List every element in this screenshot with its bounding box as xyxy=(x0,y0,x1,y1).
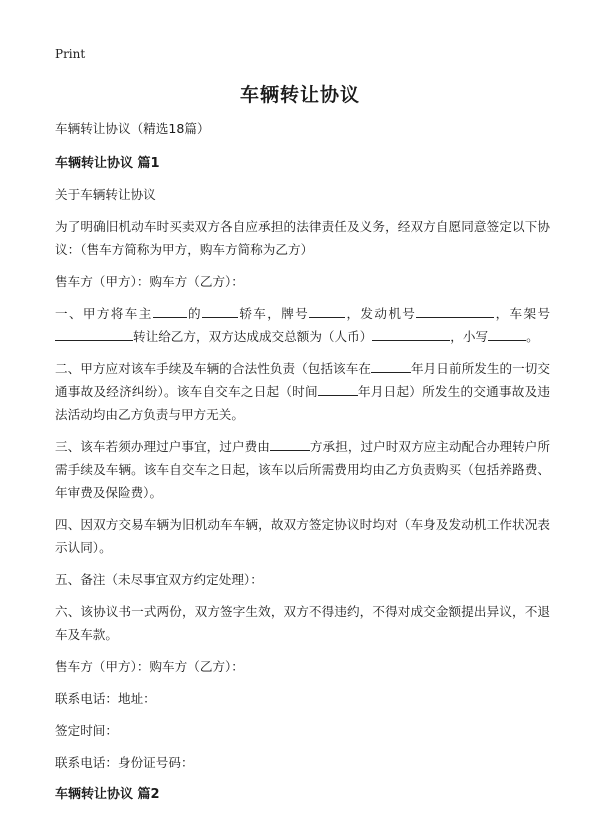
blank-date-before xyxy=(371,357,411,373)
section-heading-2: 车辆转让协议 篇2 xyxy=(55,787,160,802)
clause-1 xyxy=(55,302,550,348)
blank-frame-no xyxy=(55,325,133,341)
clause-1-text-d: ，发动机号 xyxy=(345,306,417,321)
clause-1-text-g: ，小写 xyxy=(450,329,489,344)
document-title: 车辆转让协议 xyxy=(239,84,360,106)
contact-address: 联系电话：地址： xyxy=(55,691,156,706)
blank-engine-no xyxy=(416,302,494,318)
clause-6: 六、该协议书一式两份，双方签字生效，双方不得违约，不得对成交金额提出异议，不退车及车款。 xyxy=(55,604,550,642)
blank-amount-upper xyxy=(372,325,450,341)
preamble-paragraph: 为了明确旧机动车时买卖双方各自应承担的法律责任及义务，经双方自愿同意签定以下协议：（售车方简称为甲方，购车方简称为乙方） xyxy=(55,219,550,257)
document-subtitle: 车辆转让协议（精选18篇） xyxy=(55,121,210,136)
clause-4: 四、因双方交易车辆为旧机动车车辆，故双方签定协议时均对（车身及发动机工作状况表示认同）。 xyxy=(55,517,550,555)
clause-5: 五、备注（未尽事宜双方约定处理）： xyxy=(55,572,263,587)
clause-1-text-h: 。 xyxy=(526,329,539,344)
clause-2-text-a: 二、甲方应对该车手续及车辆的合法性负责（包括该车在 xyxy=(55,361,371,376)
section-intro: 关于车辆转让协议 xyxy=(55,187,156,202)
section-heading-1: 车辆转让协议 篇1 xyxy=(55,156,160,171)
contact-id: 联系电话：身份证号码： xyxy=(55,755,194,770)
clause-1-text-f: 转让给乙方，双方达成成交总额为（人币） xyxy=(133,329,373,344)
clause-2 xyxy=(55,357,550,426)
clause-1-text-c: 轿车，牌号 xyxy=(237,306,310,321)
sign-parties: 售车方（甲方）：购车方（乙方）： xyxy=(55,659,244,674)
document-body xyxy=(55,117,550,814)
print-link[interactable]: Print xyxy=(55,47,86,61)
clause-3 xyxy=(55,435,550,504)
sign-date: 签定时间： xyxy=(55,723,118,738)
blank-owner xyxy=(153,302,187,318)
clause-2-text-b: 年月日前所发生的一切交通事故及经济纠纷）。该车自交车之日起（时间 xyxy=(55,361,551,399)
clause-1-text-b: 的 xyxy=(186,306,202,321)
clause-1-text-e: ，车架号 xyxy=(494,306,551,321)
blank-car-model xyxy=(202,302,238,318)
blank-date-handover xyxy=(318,380,358,396)
clause-1-text-a: 一、甲方将车主 xyxy=(55,306,153,321)
blank-plate xyxy=(309,302,345,318)
blank-amount-lower xyxy=(488,325,526,341)
clause-3-text-a: 三、该车若须办理过户事宜，过户费由 xyxy=(55,439,270,454)
parties-line: 售车方（甲方）：购车方（乙方）： xyxy=(55,274,244,289)
blank-fee-party xyxy=(270,435,310,451)
clause-2-text-c: 年月日起）所发生的交通事故及违法活动均由乙方负责与甲方无关。 xyxy=(55,384,551,422)
clause-3-text-b: 方承担，过户时双方应主动配合办理转户所需手续及车辆。该车自交车之日起，该车以后所需费用均由乙方负责购买（包括养路费、年审费及保险费）。 xyxy=(55,439,551,500)
